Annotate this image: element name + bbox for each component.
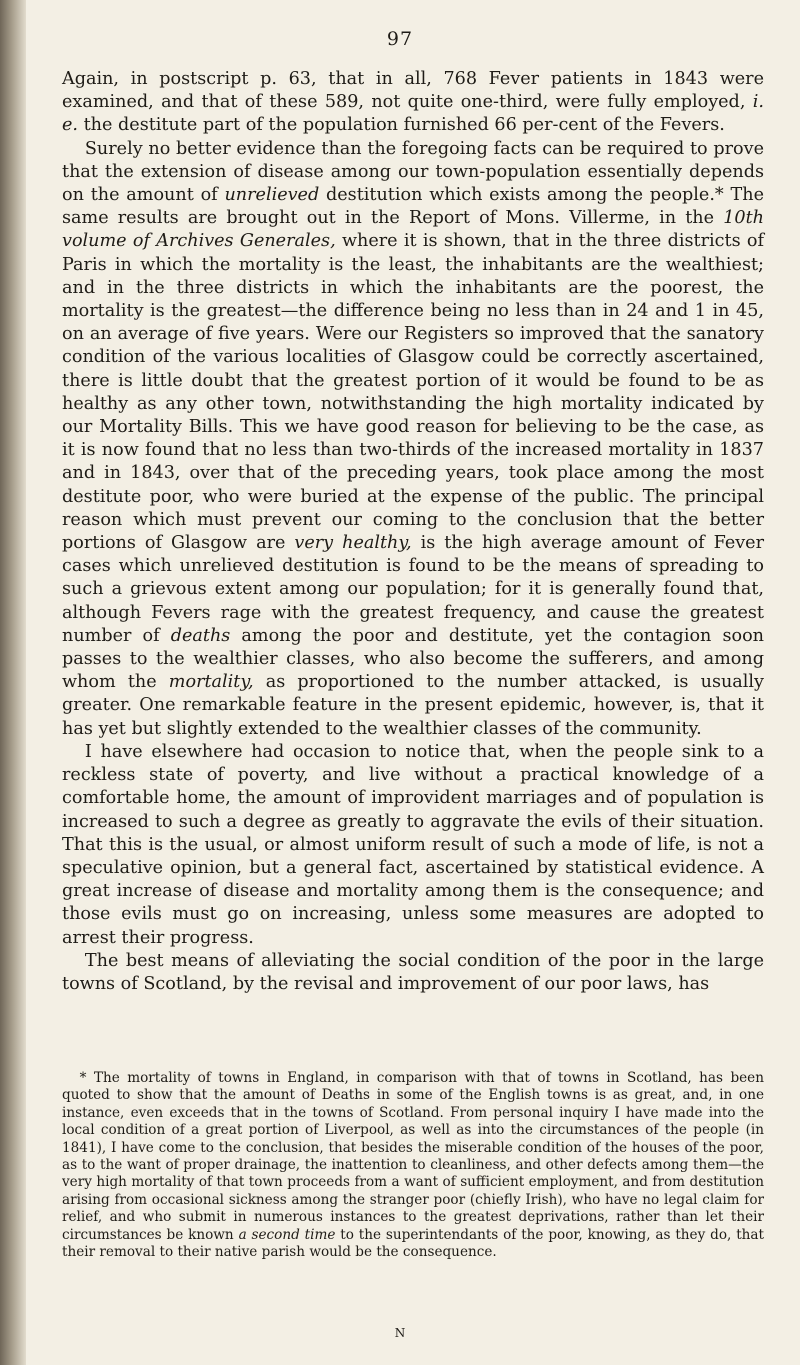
paragraph-2-text-d: is the high average amount of Fever cases which unrelieved destitution is found to be the means of spreading to such a grievous extent among our population; for it is generally found that, although Fevers rage with the greatest frequency, and cause the greatest number of [62, 533, 764, 646]
signature-mark: N [394, 1326, 406, 1340]
paragraph-2-text-a: Surely no better evidence than the foregoing facts can be required to prove that the extension of disease among our town-population essentially depends on the amount of [62, 138, 764, 206]
paragraph-2-text-f: as proportioned to the number attacked, is usually greater. One remarkable feature in the present epidemic, however, is, that it has yet but slightly extended to the wealthier classes of the community. [62, 672, 764, 739]
paragraph-2-italic-mortality: mortality, [168, 672, 254, 693]
paragraph-2-text-b: destitution which exists among the people.* The same results are brought out in the Report of Mons. Villerme, in the [62, 185, 764, 229]
footnote-text-b: to the superintendants of the poor, knowing, as they do, that their removal to their native parish would be the consequence. [62, 1226, 764, 1261]
book-gutter-shadow [0, 0, 26, 1365]
paragraph-4: The best means of alleviating the social condition of the poor in the large towns of Scotland, by the revisal and improvement of our poor laws, has [62, 950, 764, 994]
paragraph-1-text-b: the destitute part of the population furnished 66 per-cent of the Fevers. [78, 115, 725, 136]
page-number: 97 [386, 28, 414, 50]
paragraph-1 [62, 68, 764, 138]
paragraph-2-italic-healthy: very healthy, [294, 533, 412, 554]
paragraph-3: I have elsewhere had occasion to notice that, when the people sink to a reckless state of poverty, and live without a practical knowledge of a comfortable home, the amount of improvident marriages and of population is increased to such a degree as greatly to aggravate the evils of their situation. That this is the usual, or almost uniform result of such a mode of life, is not a speculative opinion, but a general fact, ascertained by statistical evidence. A great increase of disease and mortality among them is the consequence; and those evils must go on increasing, unless some measures are adopted to arrest their progress. [62, 741, 764, 948]
paragraph-2-italic-deaths: deaths [170, 625, 231, 646]
paragraph-1-text-a: Again, in postscript p. 63, that in all, 768 Fever patients in 1843 were examined, and that of these 589, not quite one-third, were fully employed, [62, 69, 764, 113]
main-text [62, 68, 764, 996]
paragraph-1-italic-ie: i. e. [62, 92, 764, 136]
footnote [62, 1070, 764, 1261]
paragraph-2 [62, 138, 764, 741]
paragraph-2-italic-archives: 10th volume of Archives Generales, [62, 208, 764, 252]
paragraph-2-text-c: where it is shown, that in the three districts of Paris in which the mortality is the least, the inhabitants are the wealthiest; and in the three districts in which the inhabitants are the poorest, the mortality is the greatest—the difference being no less than in 24 and 1 in 45, on an average of five years. Were our Registers so improved that the sanatory condition of the various localities of Glasgow could be correctly ascertained, there is little doubt that the greatest portion of it would be found to be as healthy as any other town, notwithstanding the high mortality indicated by our Mortality Bills. This we have good reason for believing to be the case, as it is now found that no less than two-thirds of the increased mortality in 1837 and in 1843, over that of the preceding years, took place among the most destitute poor, who were buried at the expense of the public. The principal reason which must prevent our coming to the conclusion that the better portions of Glasgow are [62, 231, 765, 554]
footnote-paragraph [62, 1070, 764, 1261]
footnote-italic-second-time: a second time [238, 1226, 336, 1243]
footnote-text-a: * The mortality of towns in England, in comparison with that of towns in Scotland, has been quoted to show that the amount of Deaths in some of the English towns is as great, and, in one instance, even exceeds that in the towns of Scotland. From personal inquiry I have made into the local condition of a great portion of Liverpool, as well as into the circumstances of the people (in 1841), I have come to the conclusion, that besides the miserable condition of the houses of the poor, as to the want of proper drainage, the inattention to cleanliness, and other defects among them—the very high mortality of that town proceeds from a want of sufficient employment, and from destitution arising from occasional sickness among the stranger poor (chiefly Irish), who have no legal claim for relief, and who submit in numerous instances to the greatest deprivations, rather than let their circumstances be known [62, 1070, 764, 1243]
paragraph-2-text-e: among the poor and destitute, yet the contagion soon passes to the wealthier classes, who also become the sufferers, and among whom the [62, 625, 764, 693]
paragraph-2-italic-unrelieved: unrelieved [224, 185, 320, 206]
